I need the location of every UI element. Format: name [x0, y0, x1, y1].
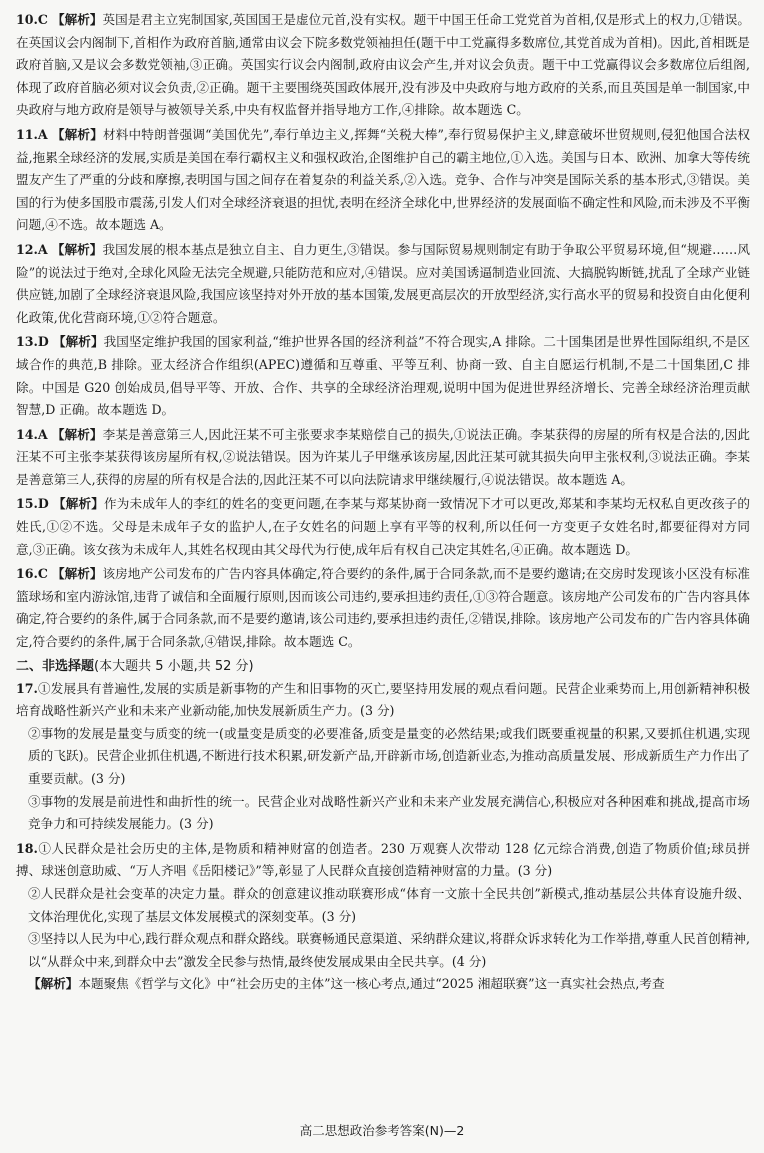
answer-point-3: ③坚持以人民为中心,践行群众观点和群众路线。联赛畅通民意渠道、采纳群众建议,将群众诉求转化为工作举措,尊重人民首创精神,以“从群众中来,到群众中去”激发全民参与热情,最终使发展成果由全民共享。(4 分) — [28, 931, 750, 969]
answer-letter: A — [37, 426, 48, 442]
answer-letter: A — [37, 241, 48, 257]
analysis-text: 英国是君主立宪制国家,英国国王是虚位元首,没有实权。题干中国王任命工党党首为首相,仅是形式上的权力,①错误。在英国议会内阁制下,首相作为政府首脑,通常由议会下院多数党领袖担任(题干中工党赢得多数席位,其党首成为首相)。因此,首相既是政府首脑,又是议会多数党领袖,③正确。英国实行议会内阁制,政府由议会产生,并对议会负责。题干中工党赢得议会多数席位后组阁,体现了政府首脑必须对议会负责,②正确。题干主要围绕英国政体展开,没有涉及中央政府与地方政府的关系,而且英国是单一制国家,中央政府与地方政府是领导与被领导关系,中央有权监督并指导地方工作,④排除。故本题选 C。 — [16, 12, 751, 118]
analysis-tag: 【解析】 — [51, 241, 103, 257]
question-number: 13. — [16, 334, 38, 350]
question-number: 16. — [16, 566, 38, 582]
analysis-tag: 【解析】 — [52, 12, 103, 27]
answer-point-3: ③事物的发展是前进性和曲折性的统一。民营企业对战略性新兴产业和未来产业发展充满信心,积极应对各种困难和挑战,提高市场竞争力和可持续发展能力。(3 分) — [28, 793, 750, 832]
analysis-tag: 【解析】 — [52, 334, 104, 350]
answer-point-1: ①人民群众是社会历史的主体,是物质和精神财富的创造者。230 万观赛人次带动 128 亿元综合消费,创造了物质价值;球员拼搏、球迷创意助威、“万人齐唱《岳阳楼记》”等,彰显了人民群众直接创造精神财富的力量。(3 分) — [16, 840, 750, 879]
page-footer: 高二思想政治参考答案(N)—2 — [299, 1123, 465, 1138]
analysis-text: 该房地产公司发布的广告内容具体确定,符合要约的条件,属于合同条款,而不是要约邀请;在交房时发现该小区没有标准篮球场和室内游泳馆,违背了诚信和全面履行原则,因而该公司违约,要承担违约责任,①③符合题意。该房地产公司发布的广告内容具体确定,符合要约的条件,属于合同条款,而不是要约邀请,该公司违约,要承担违约责任,②错误,排除。该房地产公司发布的广告内容具体确定,符合要约的条件,属于合同条款,④错误,排除。故本题选 C。 — [16, 566, 750, 650]
answer-item-17 — [16, 678, 750, 836]
answer-letter: D — [37, 334, 49, 350]
analysis-tag: 【解析】 — [51, 426, 103, 442]
analysis-tag: 【解析】 — [28, 976, 79, 992]
question-number: 14. — [16, 426, 38, 442]
answer-point-2: ②事物的发展是量变与质变的统一(或量变是质变的必要准备,质变是量变的必然结果;或我们既要重视量的积累,又要抓住机遇,实现质的飞跃)。民营企业抓住机遇,不断进行技术积累,研发新产品,开辟新市场,创造新业态,为推动高质量发展、形成新质生产力作出了重要贡献。(3 分) — [28, 725, 750, 786]
section-heading — [16, 656, 750, 678]
analysis-text: 李某是善意第三人,因此汪某不可主张要求李某赔偿自己的损失,①说法正确。李某获得的房屋的所有权是合法的,因此汪某不可主张李某获得该房屋所有权,②说法错误。因为许某儿子甲继承该房屋,因此汪某可就其损失向甲主张权利,③说法正确。李某是善意第三人,获得的房屋的所有权是合法的,因此汪某不可以向法院请求甲继续履行,④说法错误。故本题选 A。 — [16, 426, 750, 487]
analysis-text: 本题聚焦《哲学与文化》中“社会历史的主体”这一核心考点,通过“2025 湘超联赛”这一真实社会热点,考查 — [78, 976, 665, 992]
analysis-text: 作为未成年人的李红的姓名的变更问题,在李某与郑某协商一致情况下才可以更改,郑某和李某均无权私自更改孩子的姓氏,①②不选。父母是未成年子女的监护人,在子女姓名的问题上享有平等的权利,所以任何一方变更子女姓名时,都要征得对方同意,③正确。该女孩为未成年人,其姓名权现由其父母代为行使,成年后有权自己决定其姓名,④正确。故本题选 D。 — [16, 496, 750, 557]
question-number: 12. — [16, 241, 38, 257]
answer-letter: A — [37, 126, 48, 142]
answer-letter: D — [37, 496, 49, 512]
analysis-tag: 【解析】 — [53, 496, 105, 512]
question-number: 18. — [16, 840, 38, 856]
question-number: 17. — [16, 680, 38, 696]
answer-point-1: ①发展具有普遍性,发展的实质是新事物的产生和旧事物的灭亡,要坚持用发展的观点看问题。民营企业乘势而上,用创新精神积极培育战略性新兴产业和未来产业新动能,加快发展新质生产力。(3 分) — [16, 680, 750, 719]
analysis-tag: 【解析】 — [51, 126, 103, 142]
question-number: 15. — [16, 496, 38, 512]
answer-letter: C — [37, 566, 48, 582]
question-number: 11. — [16, 126, 38, 142]
analysis-text: 我国坚定维护我国的国家利益,“维护世界各国的经济利益”不符合现实,A 排除。二十国集团是世界性国际组织,不是区域合作的典范,B 排除。亚太经济合作组织(APEC)遵循和互尊重、平等互利、协商一致、自主自愿运行机制,不是二十国集团,C 排除。中国是 G20 创始成员,倡导平等、开放、合作、共享的全球经济治理观,说明中国为促进世界经济增长、完善全球经济治理贡献智慧,D 正确。故本题选 D。 — [16, 334, 751, 418]
analysis-text: 材料中特朗普强调“美国优先”,奉行单边主义,挥舞“关税大棒”,奉行贸易保护主义,肆意破坏世贸规则,侵犯他国合法权益,拖累全球经济的发展,实质是美国在奉行霸权主义和强权政治,企图维护自己的霸主地位,①入选。美国与日本、欧洲、加拿大等传统盟友产生了严重的分歧和摩擦,表明国与国之间存在着复杂的利益关系,②入选。竞争、合作与冲突是国际关系的基本形式,③错误。美国的行为使多国股市震荡,引发人们对全球经济衰退的担忧,表明在经济全球化中,世界经济的发展面临不确定性和风险,而未涉及不平衡问题,④不选。故本题选 A。 — [16, 126, 750, 233]
analysis-tag: 【解析】 — [52, 566, 103, 582]
answer-item-16 — [16, 563, 750, 653]
question-number: 10. — [16, 12, 38, 27]
answer-item-10 — [16, 9, 750, 122]
answer-point-2: ②人民群众是社会变革的决定力量。群众的创意建议推动联赛形成“体育一文旅十全民共创”新模式,推动基层公共体育设施升级、文体治理优化,实现了基层文体发展模式的深刻变革。(3 分) — [28, 885, 750, 924]
answer-item-15 — [16, 493, 750, 561]
section-title: 二、非选择题 — [16, 658, 95, 674]
analysis-text: 我国发展的根本基点是独立自主、自力更生,③错误。参与国际贸易规则制定有助于争取公平贸易环境,但“规避……风险”的说法过于绝对,全球化风险无法完全规避,只能防范和应对,④错误。应对美国诱逼制造业回流、大搞脱钩断链,扰乱了全球产业链供应链,加剧了全球经济衰退风险,我国应该坚持对外开放的基本国策,发展更高层次的开放型经济,实行高水平的贸易和投资自由化便利化政策,优化营商环境,①②符合题意。 — [16, 241, 750, 325]
answer-letter: C — [37, 12, 48, 27]
answer-item-12 — [16, 239, 750, 329]
answer-item-18 — [16, 838, 750, 996]
answer-item-14 — [16, 424, 750, 492]
answer-item-13 — [16, 331, 750, 421]
section-note: (本大题共 5 小题,共 52 分) — [94, 658, 254, 674]
answer-item-11 — [16, 124, 750, 237]
